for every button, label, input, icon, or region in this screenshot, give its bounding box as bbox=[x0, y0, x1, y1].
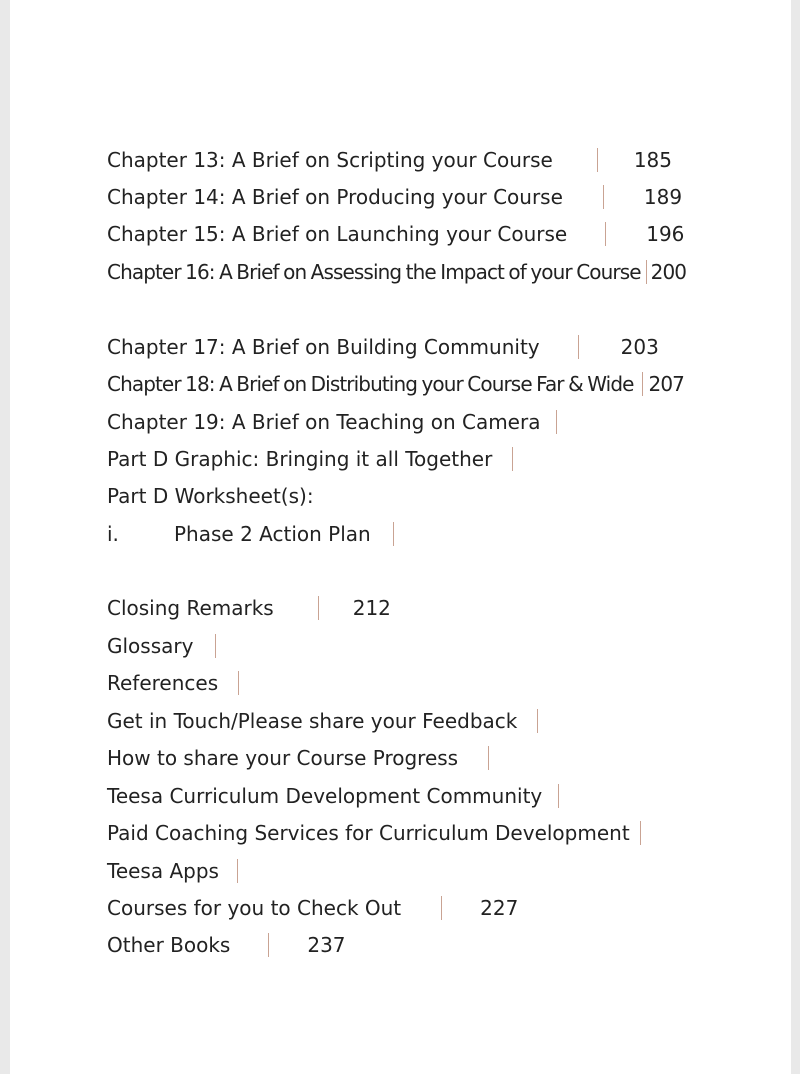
toc-entry-label: Chapter 14: A Brief on Producing your Course bbox=[107, 185, 563, 209]
toc-entry-label: Get in Touch/Please share your Feedback bbox=[107, 709, 518, 733]
toc-entry[interactable] bbox=[107, 407, 557, 437]
toc-separator bbox=[393, 522, 394, 546]
toc-entry-label: Phase 2 Action Plan bbox=[174, 522, 371, 546]
toc-entry[interactable] bbox=[107, 444, 513, 474]
toc-separator bbox=[488, 746, 489, 770]
toc-entry[interactable] bbox=[107, 145, 672, 175]
toc-entry[interactable] bbox=[107, 369, 684, 399]
toc-entry-label: Chapter 19: A Brief on Teaching on Camera bbox=[107, 410, 541, 434]
toc-entry[interactable] bbox=[107, 219, 684, 249]
toc-separator bbox=[578, 335, 579, 359]
toc-entry[interactable] bbox=[107, 593, 391, 623]
toc-entry-label: Chapter 18: A Brief on Distributing your Course Far & Wide bbox=[107, 372, 634, 396]
toc-entry-page: 185 bbox=[633, 148, 673, 172]
toc-separator bbox=[558, 784, 559, 808]
toc-separator bbox=[640, 821, 641, 845]
toc-entry-page: 227 bbox=[480, 896, 519, 920]
toc-entry-page: 189 bbox=[643, 185, 683, 209]
toc-entry-number: i. bbox=[107, 522, 119, 546]
toc-entry-label: Part D Graphic: Bringing it all Together bbox=[107, 447, 493, 471]
toc-entry[interactable] bbox=[107, 481, 314, 511]
toc-entry[interactable] bbox=[107, 856, 238, 886]
toc-entry-page: 203 bbox=[620, 335, 659, 359]
toc-separator bbox=[556, 410, 557, 434]
toc-entry-label: Closing Remarks bbox=[107, 596, 274, 620]
toc-entry[interactable] bbox=[107, 257, 686, 287]
toc-separator bbox=[537, 709, 538, 733]
toc-entry-page: 212 bbox=[352, 596, 391, 620]
toc-separator bbox=[215, 634, 216, 658]
toc-entry[interactable] bbox=[107, 706, 538, 736]
toc-separator bbox=[597, 148, 598, 172]
toc-separator bbox=[441, 896, 442, 920]
toc-entry[interactable] bbox=[107, 743, 489, 773]
toc-entry-label: Chapter 17: A Brief on Building Community bbox=[107, 335, 540, 359]
toc-entry[interactable] bbox=[107, 930, 346, 960]
toc-entry[interactable] bbox=[107, 893, 518, 923]
toc-separator bbox=[642, 372, 643, 396]
toc-entry-page: 200 bbox=[650, 260, 687, 284]
toc-entry[interactable] bbox=[107, 818, 641, 848]
toc-separator bbox=[605, 222, 606, 246]
toc-entry-label: Chapter 15: A Brief on Launching your Course bbox=[107, 222, 568, 246]
toc-separator bbox=[318, 596, 319, 620]
toc-entry[interactable] bbox=[107, 781, 559, 811]
toc-separator bbox=[603, 185, 604, 209]
toc-entry-label: Other Books bbox=[107, 933, 231, 957]
toc-separator bbox=[268, 933, 269, 957]
toc-entry-label: Courses for you to Check Out bbox=[107, 896, 402, 920]
toc-entry-page: 207 bbox=[648, 372, 685, 396]
toc-separator bbox=[512, 447, 513, 471]
toc-entry-label: References bbox=[107, 671, 219, 695]
toc-entry-label: Part D Worksheet(s): bbox=[107, 484, 314, 508]
toc-entry-page: 196 bbox=[646, 222, 685, 246]
toc-entry-label: Teesa Curriculum Development Community bbox=[107, 784, 543, 808]
toc-entry-label: Chapter 16: A Brief on Assessing the Impact of your Course bbox=[107, 260, 641, 284]
toc-separator bbox=[646, 260, 647, 284]
toc-separator bbox=[237, 859, 238, 883]
toc-entry-label: Paid Coaching Services for Curriculum Development bbox=[107, 821, 630, 845]
toc-entry-label: How to share your Course Progress bbox=[107, 746, 459, 770]
toc-entry[interactable] bbox=[107, 519, 394, 549]
toc-entry[interactable] bbox=[107, 182, 682, 212]
toc-entry-page: 237 bbox=[307, 933, 346, 957]
toc-entry[interactable] bbox=[107, 332, 659, 362]
toc-entry[interactable] bbox=[107, 668, 239, 698]
toc-entry[interactable] bbox=[107, 631, 216, 661]
toc-entry-label: Glossary bbox=[107, 634, 194, 658]
toc-entry-label: Teesa Apps bbox=[107, 859, 219, 883]
toc-entry-label: Chapter 13: A Brief on Scripting your Course bbox=[107, 148, 553, 172]
toc-separator bbox=[238, 671, 239, 695]
